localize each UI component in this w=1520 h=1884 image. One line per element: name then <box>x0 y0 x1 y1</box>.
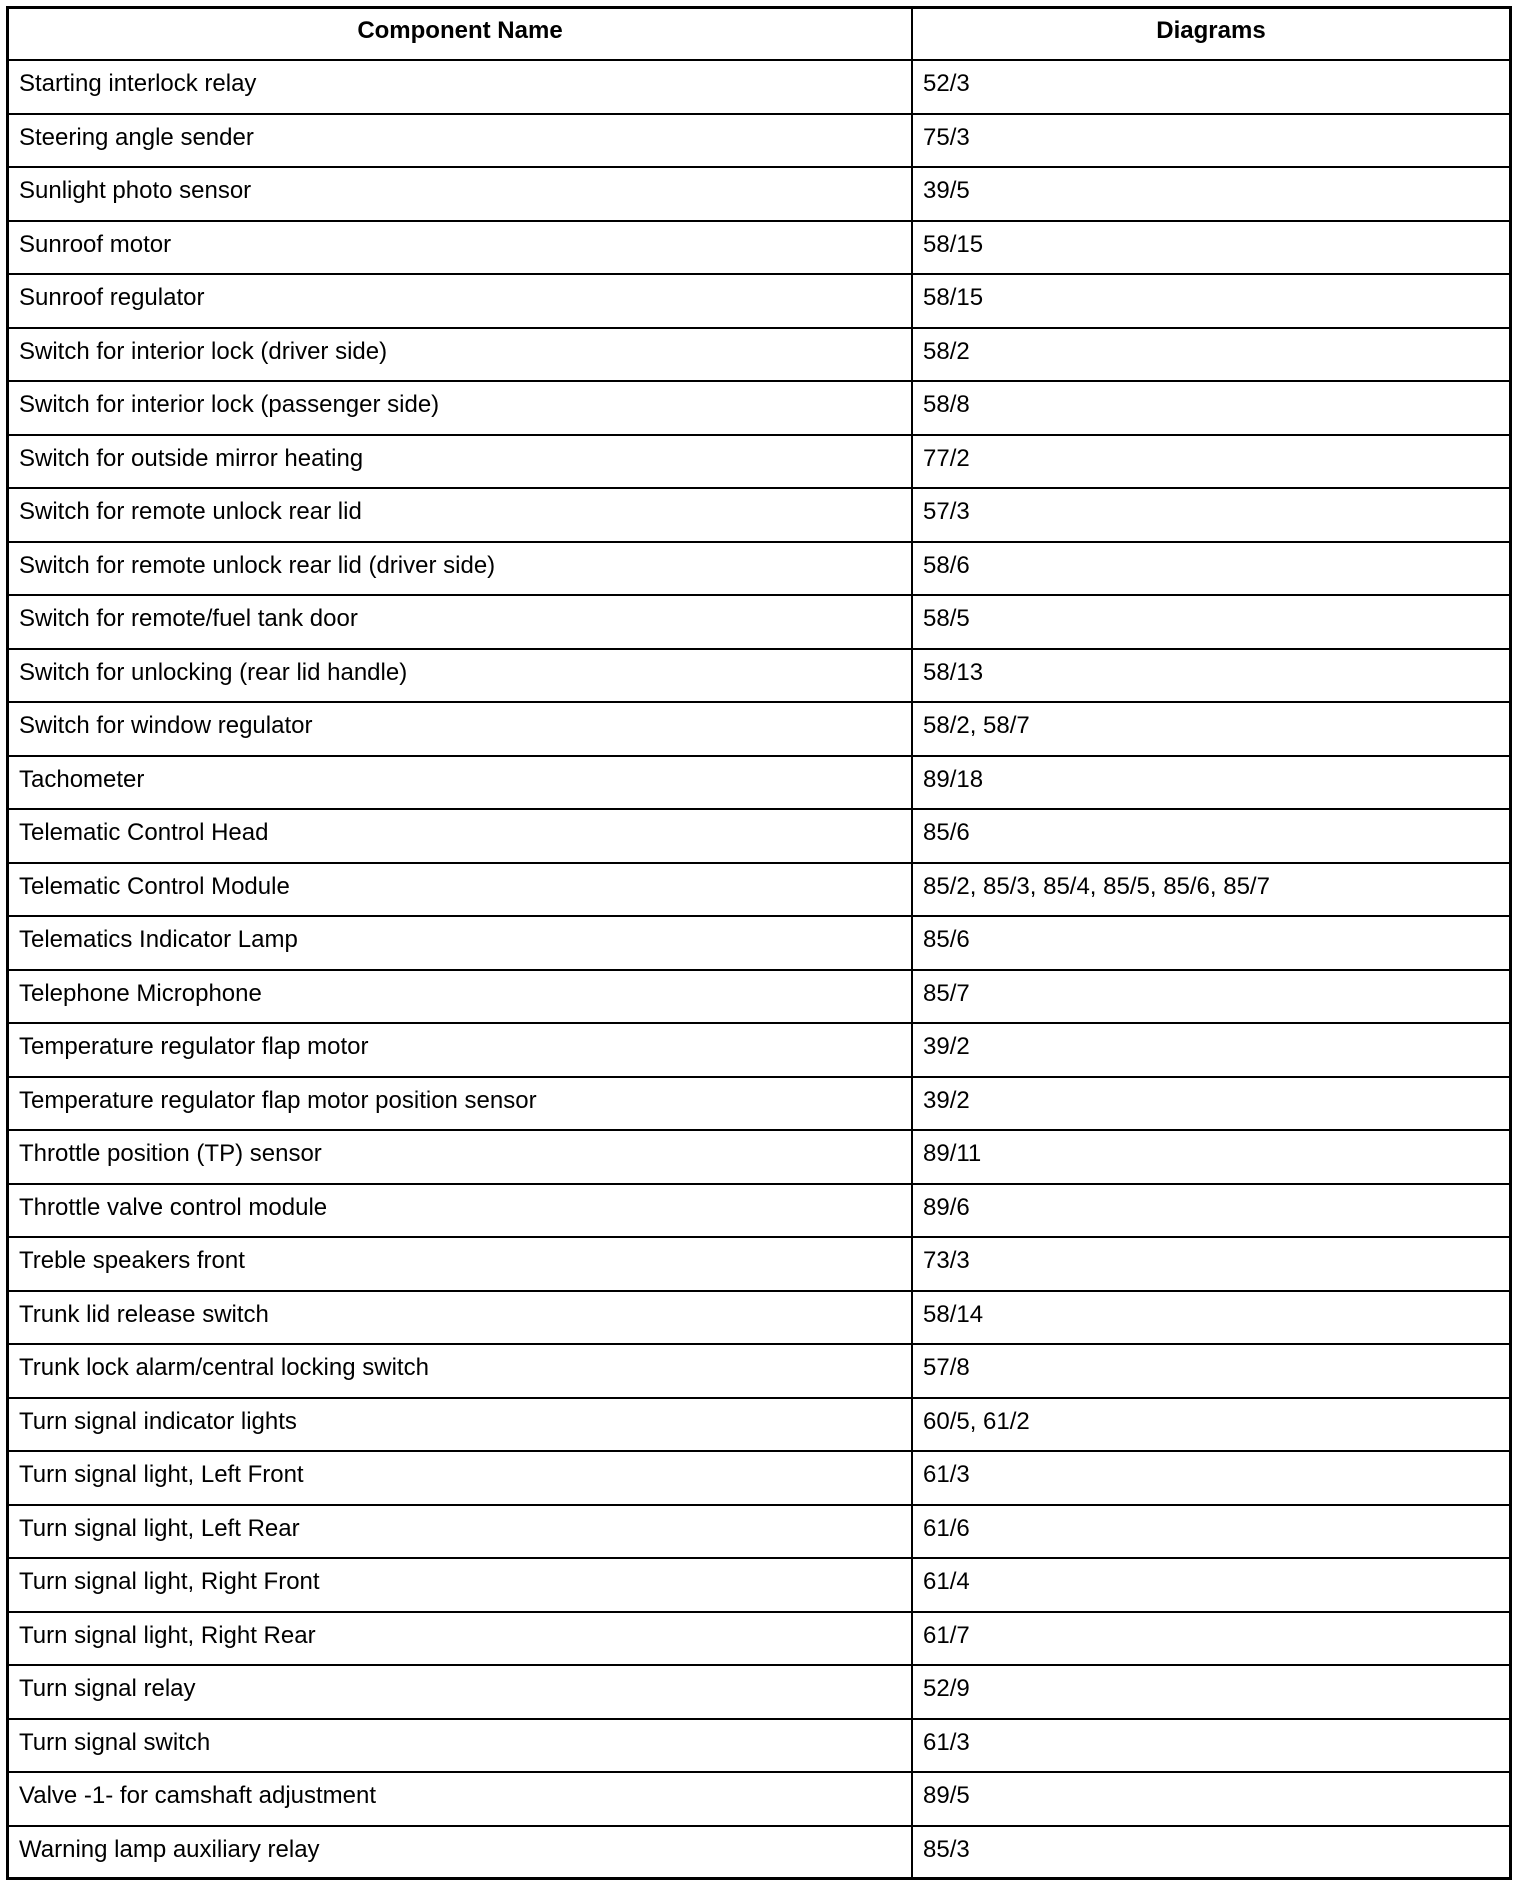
diagrams-cell: 58/14 <box>912 1291 1509 1345</box>
component-name-cell: Temperature regulator flap motor position sensor <box>9 1077 912 1131</box>
table-row <box>9 1398 1509 1452</box>
component-name-cell: Warning lamp auxiliary relay <box>9 1826 912 1880</box>
component-name-cell: Turn signal light, Left Rear <box>9 1505 912 1559</box>
diagrams-cell: 73/3 <box>912 1237 1509 1291</box>
diagrams-cell: 39/5 <box>912 167 1509 221</box>
component-name-cell: Temperature regulator flap motor <box>9 1023 912 1077</box>
component-name-cell: Telematic Control Module <box>9 863 912 917</box>
diagrams-cell: 58/2 <box>912 328 1509 382</box>
table-row <box>9 1130 1509 1184</box>
table-row <box>9 274 1509 328</box>
component-name-cell: Telematics Indicator Lamp <box>9 916 912 970</box>
component-name-cell: Turn signal light, Left Front <box>9 1451 912 1505</box>
diagrams-cell: 85/2, 85/3, 85/4, 85/5, 85/6, 85/7 <box>912 863 1509 917</box>
table-row <box>9 1023 1509 1077</box>
table-row <box>9 863 1509 917</box>
component-name-cell: Valve -1- for camshaft adjustment <box>9 1772 912 1826</box>
diagrams-cell: 58/2, 58/7 <box>912 702 1509 756</box>
component-name-cell: Starting interlock relay <box>9 60 912 114</box>
table-row <box>9 1665 1509 1719</box>
table-row <box>9 1291 1509 1345</box>
diagrams-cell: 85/6 <box>912 916 1509 970</box>
header-diagrams: Diagrams <box>912 9 1509 60</box>
table-row <box>9 488 1509 542</box>
component-name-cell: Throttle valve control module <box>9 1184 912 1238</box>
component-name-cell: Steering angle sender <box>9 114 912 168</box>
table-header-row <box>9 9 1509 60</box>
diagrams-cell: 89/6 <box>912 1184 1509 1238</box>
diagrams-cell: 60/5, 61/2 <box>912 1398 1509 1452</box>
component-name-cell: Turn signal light, Right Rear <box>9 1612 912 1666</box>
component-name-cell: Turn signal light, Right Front <box>9 1558 912 1612</box>
component-name-cell: Switch for outside mirror heating <box>9 435 912 489</box>
table-row <box>9 221 1509 275</box>
component-name-cell: Switch for remote unlock rear lid (driver side) <box>9 542 912 596</box>
component-name-cell: Turn signal switch <box>9 1719 912 1773</box>
diagrams-cell: 85/7 <box>912 970 1509 1024</box>
component-name-cell: Switch for unlocking (rear lid handle) <box>9 649 912 703</box>
component-name-cell: Switch for interior lock (driver side) <box>9 328 912 382</box>
component-name-cell: Treble speakers front <box>9 1237 912 1291</box>
diagrams-cell: 85/6 <box>912 809 1509 863</box>
diagrams-cell: 85/3 <box>912 1826 1509 1880</box>
component-name-cell: Trunk lid release switch <box>9 1291 912 1345</box>
diagrams-cell: 58/5 <box>912 595 1509 649</box>
diagrams-cell: 52/9 <box>912 1665 1509 1719</box>
table-row <box>9 1344 1509 1398</box>
table-row <box>9 542 1509 596</box>
diagrams-cell: 77/2 <box>912 435 1509 489</box>
diagrams-cell: 39/2 <box>912 1023 1509 1077</box>
table-row <box>9 1184 1509 1238</box>
diagrams-cell: 61/3 <box>912 1719 1509 1773</box>
component-name-cell: Sunroof regulator <box>9 274 912 328</box>
table-row <box>9 756 1509 810</box>
component-name-cell: Trunk lock alarm/central locking switch <box>9 1344 912 1398</box>
diagrams-cell: 58/6 <box>912 542 1509 596</box>
diagrams-cell: 61/4 <box>912 1558 1509 1612</box>
component-name-cell: Switch for remote unlock rear lid <box>9 488 912 542</box>
table-row <box>9 328 1509 382</box>
component-name-cell: Telematic Control Head <box>9 809 912 863</box>
table-row <box>9 1612 1509 1666</box>
table-row <box>9 1772 1509 1826</box>
component-name-cell: Sunlight photo sensor <box>9 167 912 221</box>
diagrams-cell: 89/18 <box>912 756 1509 810</box>
diagrams-cell: 57/8 <box>912 1344 1509 1398</box>
diagrams-cell: 89/11 <box>912 1130 1509 1184</box>
table-row <box>9 381 1509 435</box>
table-row <box>9 595 1509 649</box>
component-name-cell: Switch for interior lock (passenger side) <box>9 381 912 435</box>
component-name-cell: Turn signal indicator lights <box>9 1398 912 1452</box>
diagrams-cell: 89/5 <box>912 1772 1509 1826</box>
table-body <box>9 60 1509 1879</box>
table-row <box>9 702 1509 756</box>
table-row <box>9 435 1509 489</box>
table-row <box>9 1719 1509 1773</box>
diagrams-cell: 39/2 <box>912 1077 1509 1131</box>
diagrams-cell: 61/7 <box>912 1612 1509 1666</box>
table-row <box>9 60 1509 114</box>
component-name-cell: Throttle position (TP) sensor <box>9 1130 912 1184</box>
table-row <box>9 114 1509 168</box>
diagrams-cell: 58/15 <box>912 221 1509 275</box>
diagrams-cell: 61/6 <box>912 1505 1509 1559</box>
diagrams-cell: 58/8 <box>912 381 1509 435</box>
component-name-cell: Sunroof motor <box>9 221 912 275</box>
diagrams-cell: 57/3 <box>912 488 1509 542</box>
component-name-cell: Telephone Microphone <box>9 970 912 1024</box>
component-name-cell: Tachometer <box>9 756 912 810</box>
table-row <box>9 1826 1509 1880</box>
table-row <box>9 1505 1509 1559</box>
table-row <box>9 809 1509 863</box>
diagrams-cell: 58/15 <box>912 274 1509 328</box>
diagrams-cell: 61/3 <box>912 1451 1509 1505</box>
table-row <box>9 167 1509 221</box>
component-name-cell: Switch for remote/fuel tank door <box>9 595 912 649</box>
table-row <box>9 649 1509 703</box>
component-name-cell: Switch for window regulator <box>9 702 912 756</box>
table-row <box>9 1558 1509 1612</box>
component-table-frame <box>6 6 1512 1880</box>
component-name-cell: Turn signal relay <box>9 1665 912 1719</box>
diagrams-cell: 75/3 <box>912 114 1509 168</box>
header-component-name: Component Name <box>9 9 912 60</box>
table-row <box>9 970 1509 1024</box>
table-row <box>9 916 1509 970</box>
diagrams-cell: 52/3 <box>912 60 1509 114</box>
table-row <box>9 1237 1509 1291</box>
diagrams-cell: 58/13 <box>912 649 1509 703</box>
table-row <box>9 1451 1509 1505</box>
component-diagram-table <box>9 9 1509 1879</box>
table-row <box>9 1077 1509 1131</box>
